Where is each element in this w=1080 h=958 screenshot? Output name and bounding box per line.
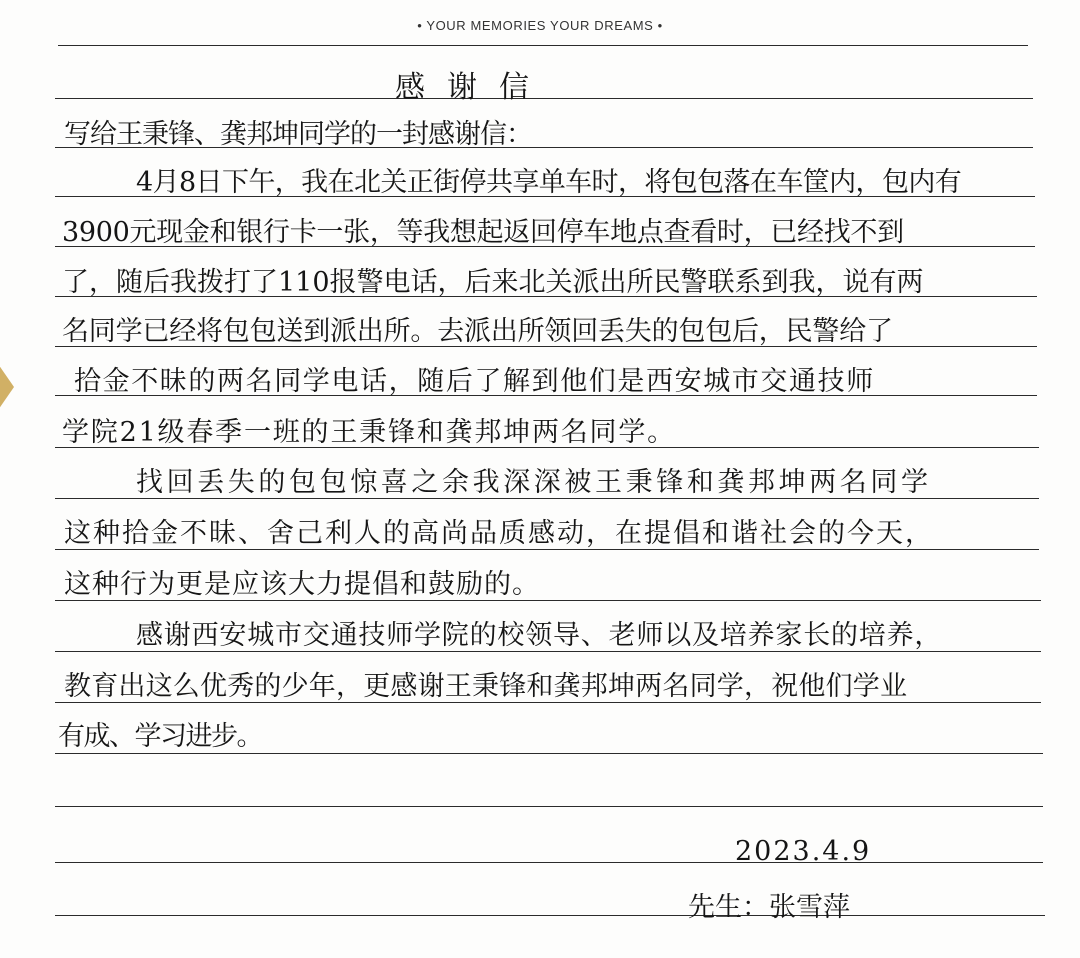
letter-line: 教育出这么优秀的少年，更感谢王秉锋和龚邦坤两名同学，祝他们学业	[64, 671, 908, 702]
letter-line: 4月8日下午，我在北关正街停共享单车时，将包包落在车筐内，包内有	[136, 167, 962, 198]
letter-line: 找回丢失的包包惊喜之余我深深被王秉锋和龚邦坤两名同学	[136, 467, 932, 498]
letter-line: 学院21级春季一班的王秉锋和龚邦坤两名同学。	[62, 417, 676, 448]
letter-title: 感谢信	[395, 70, 551, 105]
page-edge-marker	[0, 358, 14, 416]
letter-line: 3900元现金和银行卡一张，等我想起返回停车地点查看时，已经找不到	[62, 217, 904, 248]
letter-line: 拾金不昧的两名同学电话，随后了解到他们是西安城市交通技师	[74, 366, 875, 397]
ruled-line	[55, 915, 1045, 916]
letter-line: 感谢西安城市交通技师学院的校领导、老师以及培养家长的培养，	[136, 620, 943, 651]
ruled-line	[55, 753, 1043, 754]
letter-line: 这种拾金不昧、舍己利人的高尚品质感动，在提倡和谐社会的今天，	[64, 518, 934, 549]
letter-line: 写给王秉锋、龚邦坤同学的一封感谢信：	[64, 119, 532, 150]
ruled-line	[55, 862, 1043, 863]
letter-line: 有成、学习进步。	[58, 721, 262, 752]
ruled-line	[58, 45, 1028, 46]
letter-date: 2023.4.9	[735, 836, 872, 867]
letter-line: 了，随后我拨打了110报警电话，后来北关派出所民警联系到我，说有两	[62, 267, 924, 298]
letter-signature: 先生：张雪萍	[688, 892, 850, 923]
letter-line: 名同学已经将包包送到派出所。去派出所领回丢失的包包后，民警给了	[62, 316, 893, 347]
ruled-line	[55, 806, 1043, 807]
notebook-header: • YOUR MEMORIES YOUR DREAMS •	[417, 18, 663, 33]
letter-line: 这种行为更是应该大力提倡和鼓励的。	[64, 569, 540, 600]
